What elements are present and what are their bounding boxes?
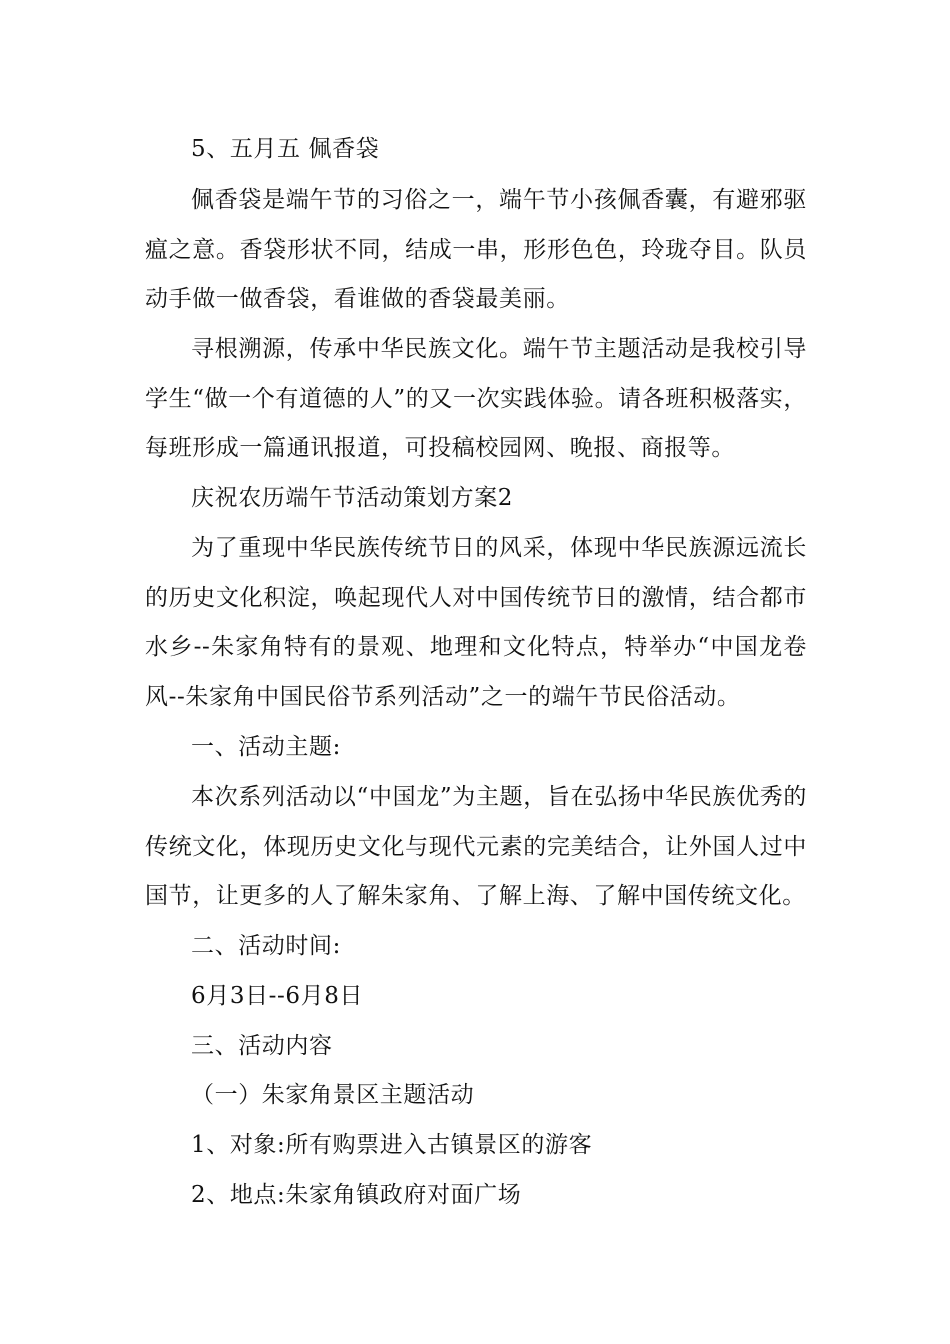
heading-item-5: 5、五月五 佩香袋	[191, 136, 380, 162]
list-item-audience: 1、对象:所有购票进入古镇景区的游客	[191, 1132, 593, 1158]
paragraph-conclusion: 寻根溯源，传承中华民族文化。端午节主题活动是我校引导学生“做一个有道德的人”的又一次实践体验。请各班积极落实，每班形成一篇通讯报道，可投稿校园网、晚报、商报等。	[145, 336, 807, 461]
paragraph-sachet: 佩香袋是端午节的习俗之一，端午节小孩佩香囊，有避邪驱瘟之意。香袋形状不同，结成一串，形形色色，玲珑夺目。队员动手做一做香袋，看谁做的香袋最美丽。	[145, 187, 807, 312]
section-content-heading: 三、活动内容	[191, 1033, 333, 1059]
subsection-heading: （一）朱家角景区主题活动	[191, 1082, 475, 1108]
plan-title: 庆祝农历端午节活动策划方案2	[191, 485, 514, 511]
activity-dates: 6月3日--6月8日	[191, 983, 364, 1009]
list-item-location: 2、地点:朱家角镇政府对面广场	[191, 1182, 522, 1208]
section-theme-heading: 一、活动主题:	[191, 734, 341, 760]
paragraph-intro: 为了重现中华民族传统节日的风采，体现中华民族源远流长的历史文化积淀，唤起现代人对中国传统节日的激情，结合都市水乡--朱家角特有的景观、地理和文化特点，特举办“中国龙卷风--朱家角中国民俗节系列活动”之一的端午节民俗活动。	[145, 535, 807, 710]
section-time-heading: 二、活动时间:	[191, 933, 341, 959]
paragraph-theme: 本次系列活动以“中国龙”为主题，旨在弘扬中华民族优秀的传统文化，体现历史文化与现代元素的完美结合，让外国人过中国节，让更多的人了解朱家角、了解上海、了解中国传统文化。	[145, 784, 807, 909]
